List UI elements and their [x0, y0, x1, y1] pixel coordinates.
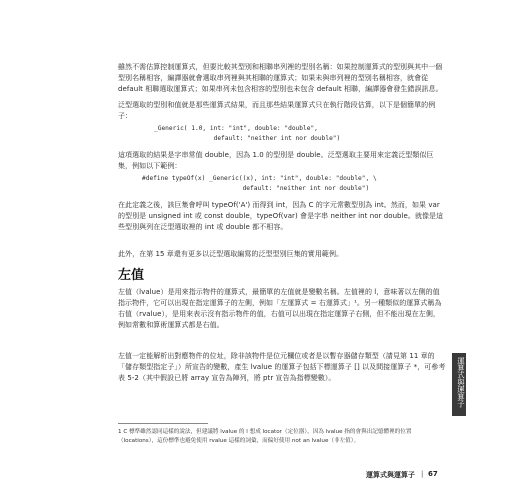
paragraph-typeof-usage — [118, 200, 446, 233]
body-text: 泛型選取的型別和值就是那些運算式結果，而且那些結果運算式只在執行階段估算，以下是個簡單的例子： — [118, 101, 436, 120]
body-text: 此外，在第 15 章還有更多以泛型選取編寫的泛型型別巨集的實用範例。 — [118, 250, 344, 258]
section-heading-lvalue — [118, 268, 446, 284]
body-text: 在此定義之後，該巨集會呼叫 typeOf('A') 而得到 int，因為 C 的字元常數型別為 int。然而，如果 var 的型別是 unsigned int 或 const double，typeOf(var) 會是字串 neither int nor double。就像是這些型別與列在泛型選取裡的 int 或 double 都不相容。 — [118, 201, 444, 231]
code-text: #define typeOf(x) _Generic((x), int: "int", double: "double", \ default: "neither int nor double") — [142, 175, 377, 192]
paragraph-generic-selection-result — [118, 100, 446, 122]
paragraph-control-expression — [118, 62, 446, 95]
code-block-typeof-macro — [142, 174, 442, 194]
code-text: _Generic( 1.0, int: "int", double: "double", default: "neither int nor double") — [154, 125, 341, 142]
body-text: 雖然不需估算控制運算式，但要比較其型別和相聯串列裡的型別名稱：如果控制運算式的型別與其中一個型別名稱相容，編譯器就會選取串列裡與其相聯的運算式；如果未與串列裡的型別名稱相容，就會從 default 相聯選取運算式；如果串列未包含相容的型別也未包含 default 相聯，編譯器會發生錯誤訊息。 — [118, 63, 443, 93]
body-text: 這項選取的結果是字串常值 double，因為 1.0 的型別是 double。泛型選取主要用來定義泛型類似巨集，例如以下範例： — [118, 151, 434, 170]
footer-chapter-title: 運算式與運算子 — [366, 471, 415, 479]
section-heading: 左值 — [118, 268, 145, 283]
body-text: 左值（lvalue）是用來指示物件的運算式，最簡單的左值就是變數名稱。左值裡的 l，意味著以左側的值指示物件，它可以出現在指定運算子的左側，例如「左運算式 = 右運算式」¹。另一種類似的運算式稱為右值（rvalue），是用來表示沒有指示物件的值，右值可以出現在指定運算子右側，但不能出現在左側，例如常數和算術運算式都是右值。 — [118, 288, 442, 329]
paragraph-lvalue-address — [118, 351, 446, 384]
paragraph-selection-result — [118, 150, 446, 172]
chapter-side-tab-label: 運算式與運算子 — [457, 357, 466, 408]
footer-separator: | — [421, 470, 424, 478]
body-text: 左值一定能解析出對應物件的位址，除非該物件是位元欄位或者是以暫存器儲存類型（請見第 11 章的「儲存類型指定子」）所宣告的變數，產生 lvalue 的運算子包括下標運算子 [] 以及間接運算子 *，可參考表 5-2（其中假設已將 array 宣告為陣列，將 ptr 宣告為指標變數）。 — [118, 352, 446, 382]
page-footer — [0, 470, 520, 482]
page-number: 67 — [428, 470, 438, 478]
paragraph-lvalue-definition — [118, 287, 446, 331]
paragraph-chapter-reference — [118, 249, 446, 260]
footnote: 1 C 標準雖然認同這樣的說法，但建議將 lvalue 的 l 想成 locator（定位器），因為 lvalue 指的會與出記憶體裡的位置（locations），這份標準也避免使用 rvalue 這樣的詞彙，而偏好使用 not an lvalue（非左值）。 — [118, 429, 412, 444]
code-block-generic-example — [154, 124, 444, 144]
footnote-divider — [118, 423, 208, 424]
chapter-side-tab — [452, 353, 466, 416]
